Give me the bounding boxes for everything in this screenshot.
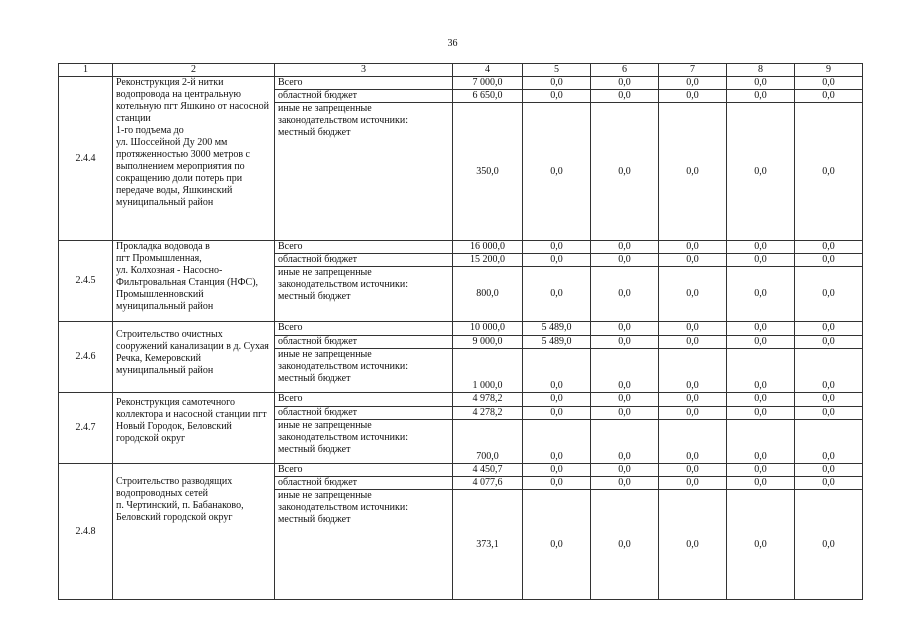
- amount-cell: 0,0: [523, 254, 591, 267]
- budget-table: [58, 63, 863, 600]
- column-header: 9: [795, 64, 863, 77]
- funding-source: областной бюджет: [275, 90, 453, 103]
- item-name: Реконструкция 2-й нитки водопровода на центральную котельную пгт Яшкино от насосной станции 1-го подъема до ул. Шоссейной Ду 200 мм протяженностью 3000 метров с выполнением мероприятия по сокращению доли потерь при передаче воды, Яшкинский муниципальный район: [113, 77, 275, 241]
- column-header: 6: [591, 64, 659, 77]
- amount-cell: 0,0: [795, 349, 863, 393]
- amount-cell: 0,0: [727, 103, 795, 241]
- amount-cell: 0,0: [659, 267, 727, 322]
- amount-cell: 0,0: [659, 322, 727, 336]
- amount-cell: 0,0: [659, 254, 727, 267]
- amount-cell: 0,0: [727, 477, 795, 490]
- amount-cell: 0,0: [727, 241, 795, 254]
- amount-cell: 4 978,2: [453, 393, 523, 407]
- table-row: [59, 322, 863, 336]
- column-header: 8: [727, 64, 795, 77]
- funding-source: Всего: [275, 393, 453, 407]
- amount-cell: 0,0: [659, 393, 727, 407]
- funding-source: областной бюджет: [275, 254, 453, 267]
- amount-cell: 0,0: [795, 241, 863, 254]
- item-number: 2.4.4: [59, 77, 113, 241]
- column-header: 3: [275, 64, 453, 77]
- amount-cell: 0,0: [795, 322, 863, 336]
- header-row: [59, 64, 863, 77]
- amount-cell: 0,0: [727, 407, 795, 420]
- amount-cell: 0,0: [523, 77, 591, 90]
- funding-source: Всего: [275, 77, 453, 90]
- amount-cell: 0,0: [591, 420, 659, 464]
- amount-cell: 0,0: [795, 103, 863, 241]
- amount-cell: 0,0: [659, 420, 727, 464]
- amount-cell: 373,1: [453, 490, 523, 600]
- amount-cell: 6 650,0: [453, 90, 523, 103]
- amount-cell: 0,0: [659, 77, 727, 90]
- amount-cell: 800,0: [453, 267, 523, 322]
- amount-cell: 5 489,0: [523, 322, 591, 336]
- funding-source: иные не запрещенные законодательством источники: местный бюджет: [275, 420, 453, 464]
- amount-cell: 0,0: [727, 90, 795, 103]
- amount-cell: 0,0: [591, 336, 659, 349]
- amount-cell: 0,0: [591, 349, 659, 393]
- amount-cell: 0,0: [591, 393, 659, 407]
- amount-cell: 0,0: [659, 103, 727, 241]
- item-number: 2.4.8: [59, 464, 113, 600]
- funding-source: областной бюджет: [275, 477, 453, 490]
- item-name: Реконструкция самотечного коллектора и насосной станции пгт Новый Городок, Беловский городской округ: [113, 393, 275, 464]
- page-number: 36: [447, 38, 458, 49]
- amount-cell: 0,0: [727, 490, 795, 600]
- amount-cell: 0,0: [727, 349, 795, 393]
- amount-cell: 0,0: [659, 349, 727, 393]
- amount-cell: 0,0: [795, 477, 863, 490]
- table-row: [59, 77, 863, 90]
- amount-cell: 0,0: [727, 267, 795, 322]
- amount-cell: 1 000,0: [453, 349, 523, 393]
- table-row: [59, 241, 863, 254]
- amount-cell: 0,0: [727, 336, 795, 349]
- funding-source: Всего: [275, 241, 453, 254]
- funding-source: Всего: [275, 464, 453, 477]
- amount-cell: 7 000,0: [453, 77, 523, 90]
- amount-cell: 0,0: [659, 407, 727, 420]
- amount-cell: 0,0: [727, 77, 795, 90]
- amount-cell: 0,0: [591, 241, 659, 254]
- item-name: Строительство очистных сооружений канализации в д. Сухая Речка, Кемеровский муниципальный район: [113, 322, 275, 393]
- amount-cell: 5 489,0: [523, 336, 591, 349]
- column-header: 2: [113, 64, 275, 77]
- amount-cell: 0,0: [523, 407, 591, 420]
- column-header: 1: [59, 64, 113, 77]
- amount-cell: 0,0: [659, 90, 727, 103]
- amount-cell: 0,0: [795, 90, 863, 103]
- amount-cell: 0,0: [795, 490, 863, 600]
- column-header: 7: [659, 64, 727, 77]
- item-number: 2.4.5: [59, 241, 113, 322]
- amount-cell: 0,0: [523, 349, 591, 393]
- amount-cell: 0,0: [523, 490, 591, 600]
- amount-cell: 350,0: [453, 103, 523, 241]
- amount-cell: 700,0: [453, 420, 523, 464]
- amount-cell: 16 000,0: [453, 241, 523, 254]
- item-number: 2.4.7: [59, 393, 113, 464]
- funding-source: иные не запрещенные законодательством источники: местный бюджет: [275, 103, 453, 241]
- amount-cell: 0,0: [523, 464, 591, 477]
- item-number: 2.4.6: [59, 322, 113, 393]
- amount-cell: 0,0: [591, 464, 659, 477]
- table-row: [59, 464, 863, 477]
- amount-cell: 0,0: [591, 477, 659, 490]
- amount-cell: 0,0: [523, 267, 591, 322]
- amount-cell: 0,0: [795, 464, 863, 477]
- amount-cell: 0,0: [591, 90, 659, 103]
- amount-cell: 0,0: [659, 241, 727, 254]
- amount-cell: 0,0: [795, 267, 863, 322]
- amount-cell: 0,0: [727, 464, 795, 477]
- funding-source: областной бюджет: [275, 407, 453, 420]
- amount-cell: 0,0: [727, 393, 795, 407]
- amount-cell: 0,0: [659, 477, 727, 490]
- funding-source: иные не запрещенные законодательством источники: местный бюджет: [275, 349, 453, 393]
- amount-cell: 0,0: [523, 420, 591, 464]
- amount-cell: 0,0: [591, 267, 659, 322]
- amount-cell: 0,0: [795, 420, 863, 464]
- amount-cell: 9 000,0: [453, 336, 523, 349]
- amount-cell: 0,0: [591, 77, 659, 90]
- amount-cell: 15 200,0: [453, 254, 523, 267]
- item-name: Строительство разводящих водопроводных сетей п. Чертинский, п. Бабанаково, Беловский городской округ: [113, 464, 275, 600]
- amount-cell: 0,0: [795, 393, 863, 407]
- amount-cell: 0,0: [795, 77, 863, 90]
- funding-source: Всего: [275, 322, 453, 336]
- amount-cell: 0,0: [591, 322, 659, 336]
- amount-cell: 4 278,2: [453, 407, 523, 420]
- amount-cell: 0,0: [727, 322, 795, 336]
- funding-source: иные не запрещенные законодательством источники: местный бюджет: [275, 267, 453, 322]
- amount-cell: 0,0: [591, 407, 659, 420]
- amount-cell: 0,0: [523, 90, 591, 103]
- amount-cell: 0,0: [523, 393, 591, 407]
- amount-cell: 0,0: [795, 254, 863, 267]
- funding-source: областной бюджет: [275, 336, 453, 349]
- funding-source: иные не запрещенные законодательством источники: местный бюджет: [275, 490, 453, 600]
- amount-cell: 0,0: [659, 336, 727, 349]
- amount-cell: 0,0: [727, 254, 795, 267]
- amount-cell: 0,0: [795, 336, 863, 349]
- amount-cell: 0,0: [659, 464, 727, 477]
- amount-cell: 0,0: [523, 103, 591, 241]
- amount-cell: 0,0: [591, 254, 659, 267]
- item-name: Прокладка водовода в пгт Промышленная, ул. Колхозная - Насосно-Фильтровальная Станция (НФС), Промышленновский муниципальный район: [113, 241, 275, 322]
- amount-cell: 10 000,0: [453, 322, 523, 336]
- column-header: 5: [523, 64, 591, 77]
- table-row: [59, 393, 863, 407]
- amount-cell: 0,0: [795, 407, 863, 420]
- amount-cell: 4 450,7: [453, 464, 523, 477]
- amount-cell: 0,0: [727, 420, 795, 464]
- amount-cell: 0,0: [591, 490, 659, 600]
- amount-cell: 4 077,6: [453, 477, 523, 490]
- amount-cell: 0,0: [523, 477, 591, 490]
- amount-cell: 0,0: [591, 103, 659, 241]
- amount-cell: 0,0: [523, 241, 591, 254]
- column-header: 4: [453, 64, 523, 77]
- amount-cell: 0,0: [659, 490, 727, 600]
